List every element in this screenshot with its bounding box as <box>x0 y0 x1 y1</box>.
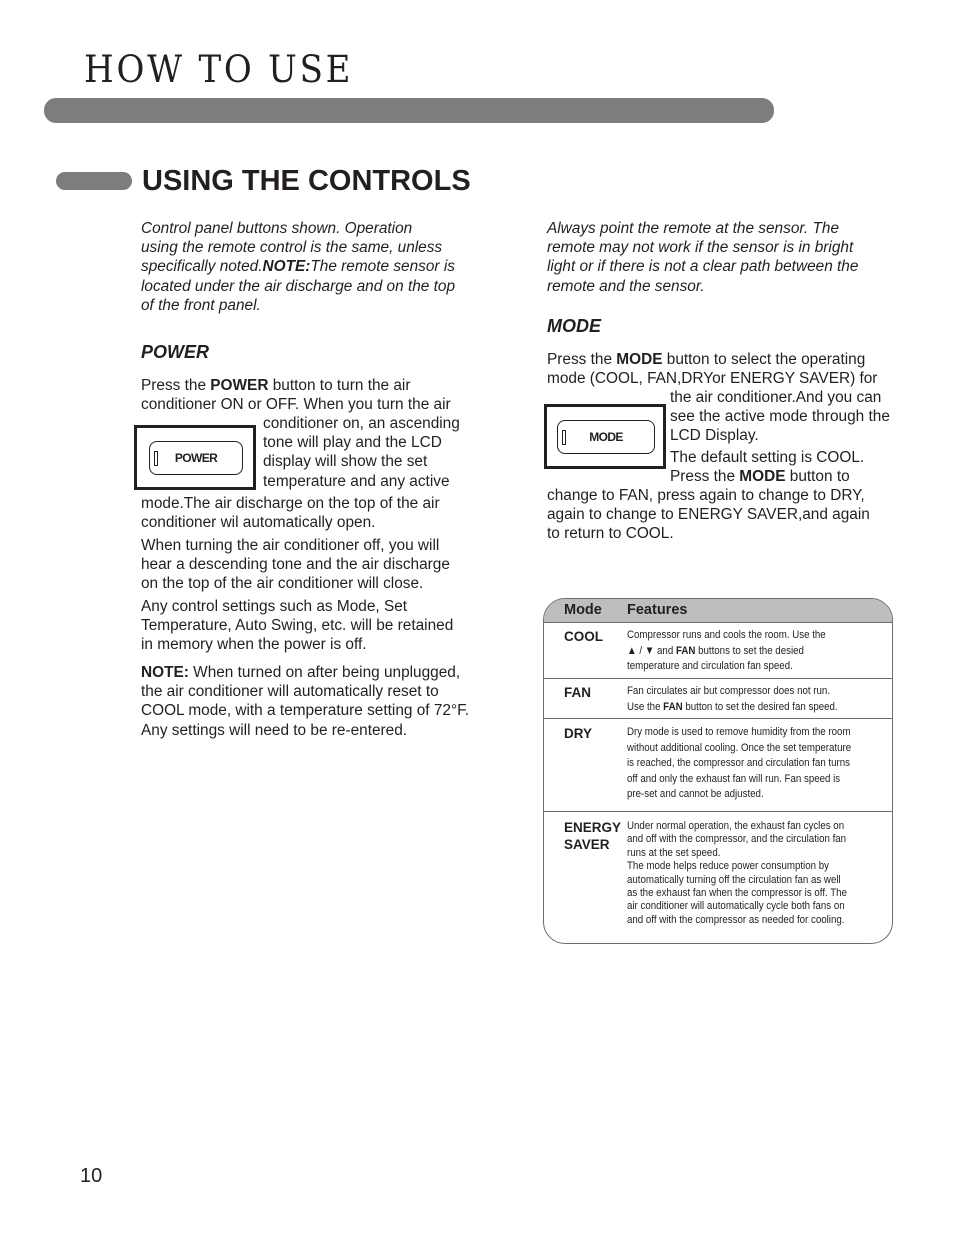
text-line: the air conditioner will automatically reset to <box>141 683 439 701</box>
text-line: Always point the remote at the sensor. The <box>547 220 840 237</box>
text-run: button to turn the air <box>268 377 411 394</box>
text-line: mode.The air discharge on the top of the air <box>141 495 440 512</box>
fan-keyword: FAN <box>663 700 683 713</box>
text-line: ENERGY <box>564 820 622 835</box>
text-line: the air conditioner.And you can <box>670 389 882 406</box>
power-button-label: POWER <box>174 451 218 465</box>
text-line <box>627 644 889 660</box>
note-label: NOTE: <box>262 258 311 276</box>
mode-indicator-led <box>562 430 566 445</box>
features-cell <box>627 820 889 927</box>
section-marker-pill <box>56 172 132 190</box>
text-line: pre-set and cannot be adjusted. <box>627 788 764 800</box>
fan-keyword: FAN <box>675 644 696 657</box>
text-run: Press the <box>141 377 211 394</box>
mode-keyword: MODE <box>616 351 663 368</box>
text-line: Temperature, Auto Swing, etc. will be retained <box>141 617 454 635</box>
text-line: and off with the compressor, and the circulation fan <box>627 833 847 846</box>
text-line <box>627 700 889 716</box>
text-run: buttons to set the desied <box>695 644 804 657</box>
text-line: of the front panel. <box>141 296 261 314</box>
mode-cell <box>564 819 621 853</box>
text-run: button to set the desired fan speed. <box>682 700 838 713</box>
text-run: Use the <box>627 700 664 713</box>
mode-heading: MODE <box>547 316 601 336</box>
text-line <box>547 350 917 369</box>
text-line: Compressor runs and cools the room. Use the <box>627 629 826 641</box>
text-line: Any settings will need to be re-entered. <box>141 721 408 739</box>
text-line: to return to COOL. <box>547 525 674 543</box>
text-line: as the exhaust fan when the compressor is off. The <box>627 887 847 900</box>
power-heading: POWER <box>141 342 210 362</box>
text-line: see the active mode through the <box>670 408 890 426</box>
mode-paragraph-wrap <box>670 388 920 486</box>
text-line: air conditioner will automatically cycle both fans on <box>627 900 845 913</box>
features-cell <box>627 684 889 715</box>
text-line: tone will play and the LCD <box>263 434 442 452</box>
text-line: automatically turning off the circulation fan as well <box>627 873 841 886</box>
mode-paragraph-tail <box>547 486 917 544</box>
header-divider-bar <box>44 98 774 123</box>
text-line <box>670 467 920 486</box>
text-line <box>141 257 501 276</box>
features-cell <box>627 725 889 803</box>
text-run: ▲ / ▼ and <box>627 644 676 657</box>
text-line: display will show the set <box>263 453 428 471</box>
note-label: NOTE: <box>141 664 189 681</box>
power-paragraph-1-tail <box>141 494 501 532</box>
power-button <box>149 441 243 475</box>
table-row <box>544 679 892 719</box>
text-line: Fan circulates air but compressor does not run. <box>627 685 831 697</box>
power-indicator-led <box>154 451 158 466</box>
right-intro-text <box>547 219 907 296</box>
mode-button-illustration <box>544 404 666 469</box>
text-line <box>141 663 501 682</box>
text-line: is reached, the compressor and circulation fan turns <box>627 757 851 769</box>
text-line: The default setting is COOL. <box>670 448 865 466</box>
text-line: Dry mode is used to remove humidity from the room <box>627 726 851 738</box>
text-line: Any control settings such as Mode, Set <box>141 598 408 615</box>
text-line: in memory when the power is off. <box>141 636 367 654</box>
table-row <box>544 812 892 942</box>
mode-cell: DRY <box>564 726 593 741</box>
page-header-title: HOW TO USE <box>84 48 354 91</box>
power-button-illustration <box>134 425 256 490</box>
text-line: again to change to ENERGY SAVER,and again <box>547 506 870 524</box>
mode-keyword: MODE <box>739 467 786 485</box>
mode-button <box>557 420 655 454</box>
text-line: mode (COOL, FAN,DRYor ENERGY SAVER) for <box>547 370 878 388</box>
column-header-mode: Mode <box>564 602 602 618</box>
power-paragraph-3 <box>141 597 501 655</box>
power-paragraph-1-wrap <box>263 414 493 491</box>
text-run: The remote sensor is <box>310 258 455 276</box>
text-run: When turned on after being unplugged, <box>188 664 461 681</box>
text-line: without additional cooling. Once the set temperature <box>627 741 852 754</box>
text-run: specifically noted. <box>141 258 263 276</box>
text-line: hear a descending tone and the air discharge <box>141 556 450 574</box>
text-line: remote may not work if the sensor is in bright <box>547 239 854 257</box>
text-line: SAVER <box>564 837 610 852</box>
text-line: Under normal operation, the exhaust fan cycles on <box>627 820 845 832</box>
text-line: on the top of the air conditioner will close. <box>141 575 424 593</box>
table-row <box>544 719 892 812</box>
text-line: runs at the set speed. <box>627 846 721 859</box>
power-note <box>141 663 501 740</box>
text-line: temperature and circulation fan speed. <box>627 660 793 672</box>
text-line: conditioner wil automatically open. <box>141 514 376 532</box>
left-intro-text <box>141 219 501 315</box>
text-line: and off with the compressor as needed for cooling. <box>627 913 845 926</box>
text-line: Control panel buttons shown. Operation <box>141 220 413 237</box>
text-line: The mode helps reduce power consumption by <box>627 860 829 873</box>
text-line: When turning the air conditioner off, you will <box>141 537 440 554</box>
text-run: button to select the operating <box>662 351 866 368</box>
text-line: located under the air discharge and on the top <box>141 277 456 295</box>
text-run: Press the <box>670 467 740 485</box>
mode-paragraph <box>547 350 917 388</box>
text-line: remote and the sensor. <box>547 277 705 295</box>
power-keyword: POWER <box>210 377 269 394</box>
page-number: 10 <box>80 1165 103 1187</box>
text-line: using the remote control is the same, unless <box>141 239 443 257</box>
table-header <box>544 599 892 623</box>
mode-features-table <box>543 598 893 944</box>
text-line: temperature and any active <box>263 472 450 490</box>
mode-button-label: MODE <box>589 430 623 444</box>
power-paragraph-2 <box>141 536 501 594</box>
text-line <box>141 376 501 395</box>
features-cell <box>627 628 889 675</box>
text-run: button to <box>785 467 850 485</box>
text-line: change to FAN, press again to change to DRY, <box>547 487 865 504</box>
text-line: conditioner on, an ascending <box>263 415 460 432</box>
section-title: USING THE CONTROLS <box>142 165 471 197</box>
power-paragraph-1 <box>141 376 501 414</box>
mode-cell: COOL <box>564 629 603 644</box>
column-header-features: Features <box>627 602 688 618</box>
text-line: LCD Display. <box>670 427 759 445</box>
text-line: light or if there is not a clear path between the <box>547 258 859 276</box>
table-row <box>544 623 892 679</box>
mode-cell: FAN <box>564 685 591 700</box>
text-line: off and only the exhaust fan will run. Fan speed is <box>627 772 841 785</box>
text-run: Press the <box>547 351 617 368</box>
text-line: COOL mode, with a temperature setting of 72°F. <box>141 702 470 720</box>
text-line: conditioner ON or OFF. When you turn the air <box>141 396 451 414</box>
